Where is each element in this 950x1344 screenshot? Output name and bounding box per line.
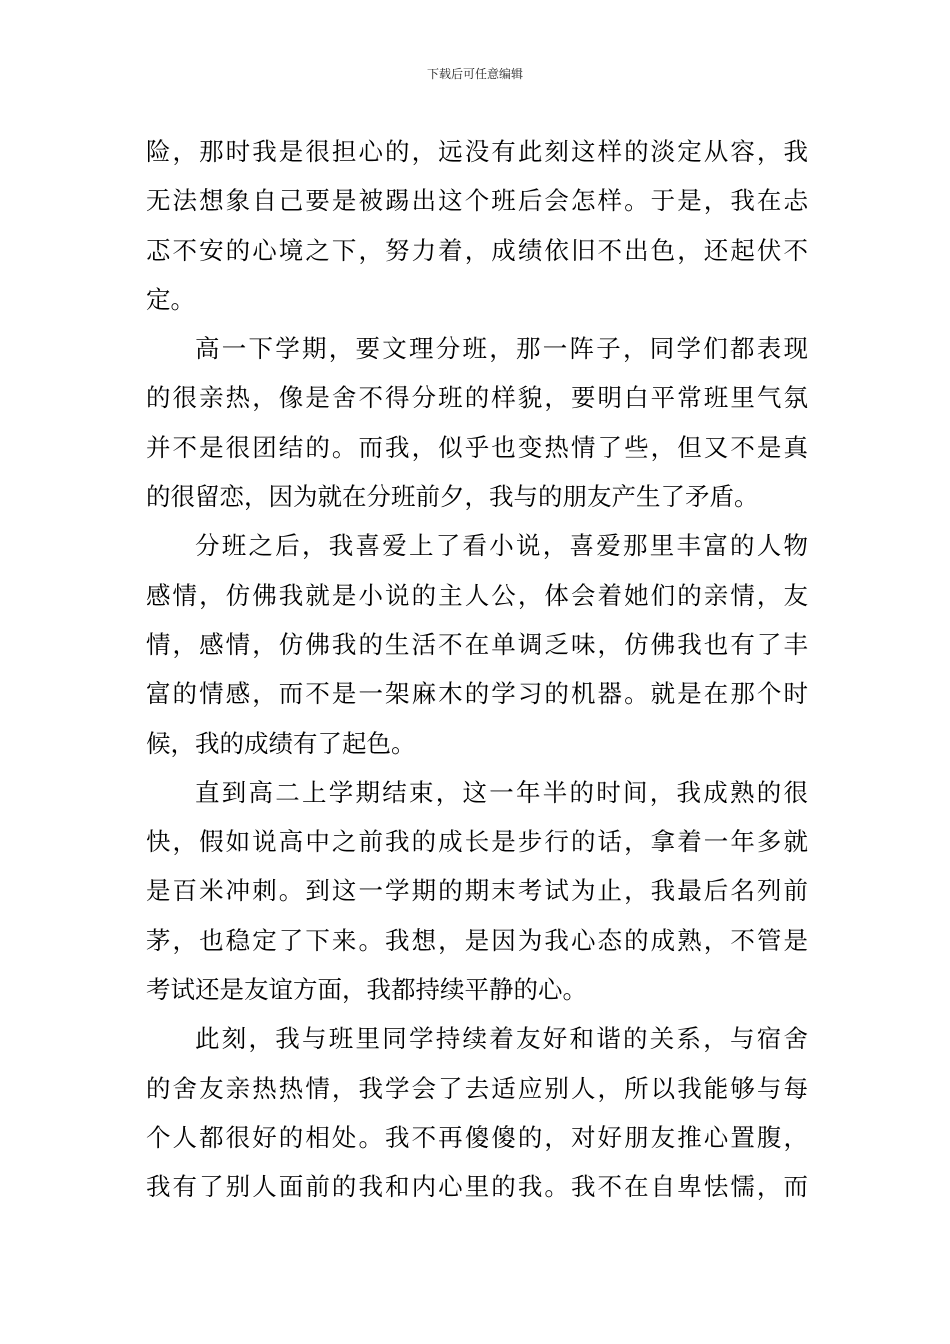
text-line: 快，假如说高中之前我的成长是步行的话，拿着一年多就 xyxy=(146,827,808,857)
paragraph xyxy=(146,768,808,1014)
text-line: 我有了别人面前的我和内心里的我。我不在自卑怯懦，而 xyxy=(146,1172,808,1202)
text-line: 个人都很好的相处。我不再傻傻的，对好朋友推心置腹， xyxy=(146,1122,808,1152)
text-line: 考试还是友谊方面，我都持续平静的心。 xyxy=(146,975,587,1005)
paragraph xyxy=(146,521,808,767)
text-line: 并不是很团结的。而我，似乎也变热情了些，但又不是真 xyxy=(146,432,808,462)
paragraph xyxy=(146,1014,808,1211)
body-text xyxy=(146,127,808,1212)
text-line: 的很留恋，因为就在分班前夕，我与的朋友产生了矛盾。 xyxy=(146,482,759,512)
text-line: 茅，也稳定了下来。我想，是因为我心态的成熟，不管是 xyxy=(146,925,808,955)
text-line: 情，感情，仿佛我的生活不在单调乏味，仿佛我也有了丰 xyxy=(146,629,808,659)
text-line: 候，我的成绩有了起色。 xyxy=(146,728,416,758)
text-line: 富的情感，而不是一架麻木的学习的机器。就是在那个时 xyxy=(146,679,808,709)
page-header: 下载后可任意编辑 xyxy=(426,67,523,81)
text-line: 无法想象自己要是被踢出这个班后会怎样。于是，我在忐 xyxy=(146,186,808,216)
text-line: 是百米冲刺。到这一学期的期末考试为止，我最后名列前 xyxy=(146,876,808,906)
text-line: 的很亲热，像是舍不得分班的样貌，要明白平常班里气氛 xyxy=(146,383,808,413)
text-line: 的舍友亲热热情，我学会了去适应别人，所以我能够与每 xyxy=(146,1073,808,1103)
paragraph xyxy=(146,324,808,521)
text-line: 忑不安的心境之下，努力着，成绩依旧不出色，还起伏不 xyxy=(146,235,808,265)
text-line: 此刻，我与班里同学持续着友好和谐的关系，与宿舍 xyxy=(195,1024,808,1054)
text-line: 分班之后，我喜爱上了看小说，喜爱那里丰富的人物 xyxy=(195,531,808,561)
text-line: 直到高二上学期结束，这一年半的时间，我成熟的很 xyxy=(195,777,808,807)
text-line: 高一下学期，要文理分班，那一阵子，同学们都表现 xyxy=(195,334,808,364)
text-line: 险，那时我是很担心的，远没有此刻这样的淡定从容，我 xyxy=(146,137,808,166)
text-line: 定。 xyxy=(146,284,195,314)
paragraph xyxy=(146,127,808,324)
text-line: 感情，仿佛我就是小说的主人公，体会着她们的亲情，友 xyxy=(146,580,808,610)
